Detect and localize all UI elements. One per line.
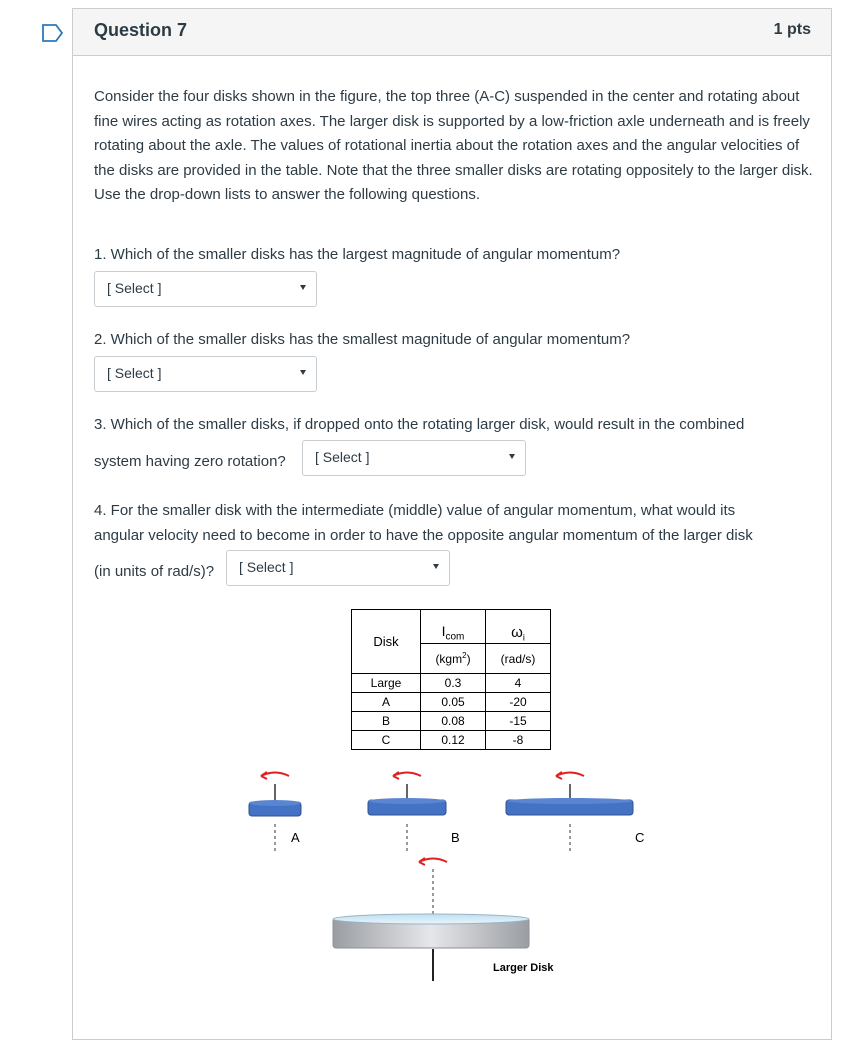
label-a: A (291, 830, 300, 845)
question-intro: Consider the four disks shown in the figure, the top three (A-C) suspended in the center and rotating about fine wires acting as rotation axes. The larger disk is supported by a low-friction axle underneath and is freely rotating about the axle. The values of rotational inertia about the rotation axes and the angular velocities of the disks are provided in the table. Note that the three smaller disks are rotating oppositely to the larger disk. Use the drop-down lists to answer the following questions. (94, 88, 813, 203)
disk-a (249, 772, 301, 854)
question-points: 1 pts (773, 21, 811, 38)
question-2-text: 2. Which of the smaller disks has the smallest magnitude of angular momentum? (94, 331, 631, 348)
q1-select-value: [ Select ] (107, 280, 162, 296)
header-omega-unit: (rad/s) (486, 644, 551, 674)
question-card (72, 8, 832, 1040)
table-row: B 0.08 -15 (352, 712, 551, 731)
q2-select-value: [ Select ] (107, 365, 162, 381)
question-4-text-line3: (in units of rad/s)? (94, 563, 215, 580)
disk-c (506, 772, 644, 854)
label-c: C (635, 830, 645, 845)
question-1-text: 1. Which of the smaller disks has the largest magnitude of angular momentum? (94, 246, 621, 263)
header-inertia: $I_{com}$ (421, 610, 486, 644)
question-3-text-line2: system having zero rotation? (94, 453, 286, 470)
table-row: C 0.12 -8 (352, 731, 551, 750)
header-inertia-unit: (kgm$^2$) (421, 644, 486, 674)
header-omega: $\omega_i$ (486, 610, 551, 644)
header-disk: Disk (352, 610, 421, 674)
question-4-text-line1: 4. For the smaller disk with the intermediate (middle) value of angular momentum, what would its (94, 502, 736, 519)
label-b: B (451, 830, 460, 845)
question-title: Question 7 (94, 20, 188, 40)
larger-disk (333, 858, 554, 981)
question-3-text-line1: 3. Which of the smaller disks, if dropped onto the rotating larger disk, would result in the combined (94, 416, 745, 433)
table-row: A 0.05 -20 (352, 693, 551, 712)
q4-select-value: [ Select ] (239, 559, 294, 575)
bookmark-flag-icon[interactable] (42, 24, 64, 42)
disk-b (368, 772, 460, 854)
label-larger-disk: Larger Disk (493, 962, 554, 974)
disks-figure (73, 9, 831, 1019)
question-4-text-line2: angular velocity need to become in order to have the opposite angular momentum of the larger disk (94, 527, 753, 544)
table-row: Large 0.3 4 (352, 674, 551, 693)
q3-select-value: [ Select ] (315, 449, 370, 465)
